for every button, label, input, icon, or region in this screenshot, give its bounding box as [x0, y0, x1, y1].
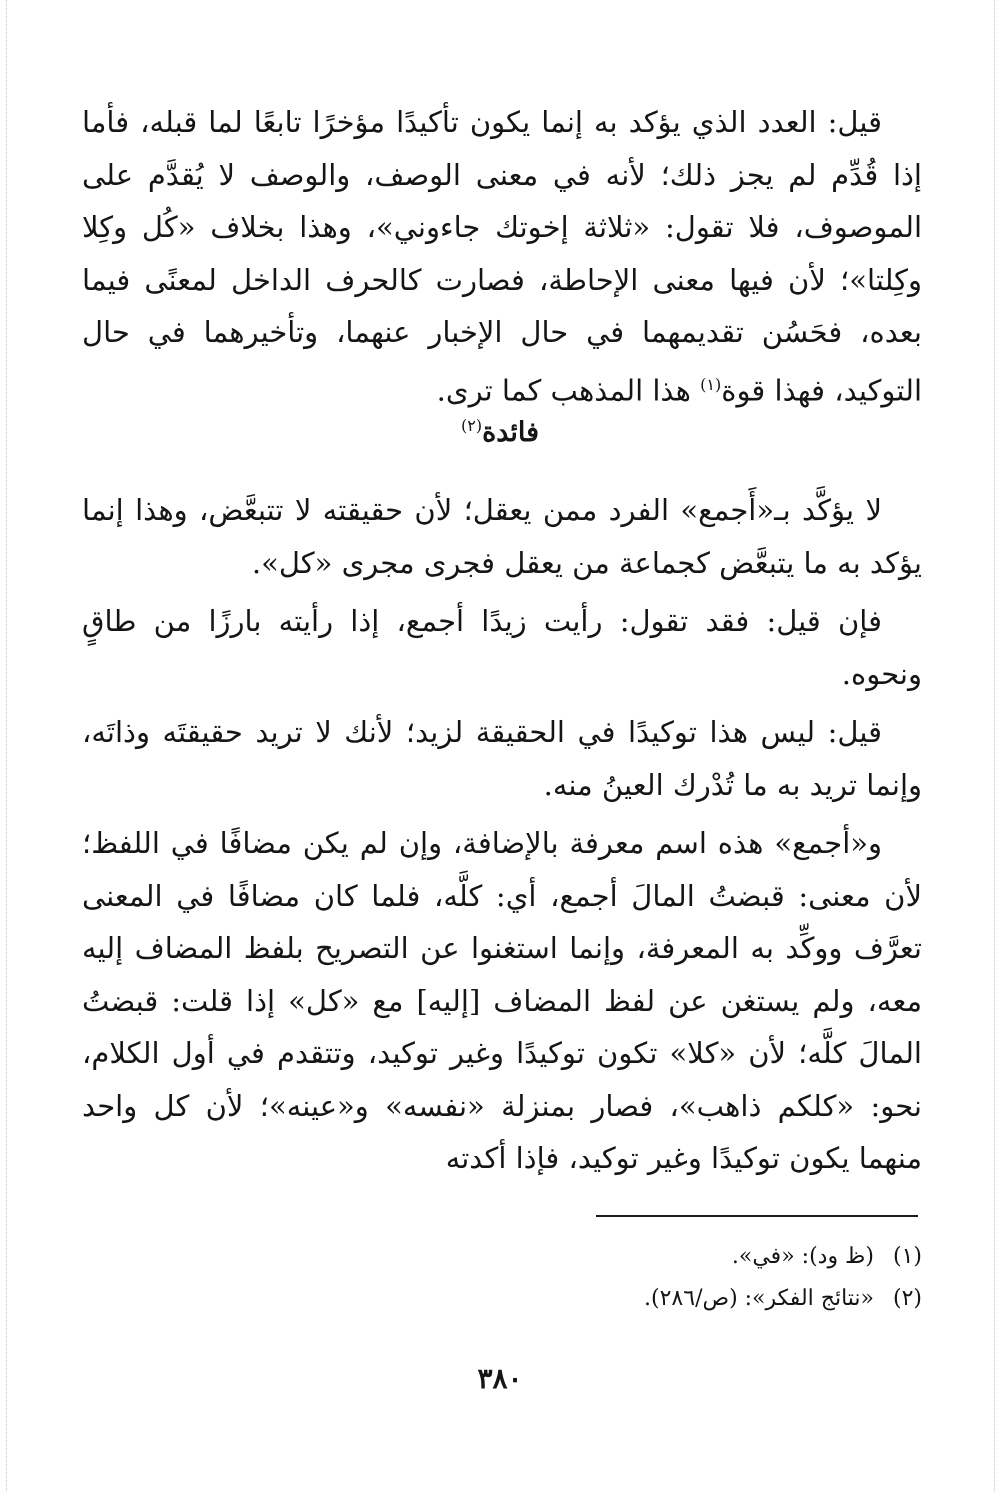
footnote-1-number: (١): [892, 1244, 922, 1269]
footnote-1: [82, 1236, 922, 1278]
footnotes: [82, 1236, 922, 1320]
paragraph-2: لا يؤكَّد بـ«أَجمع» الفرد ممن يعقل؛ لأن حقيقته لا تتبعَّض، وهذا إنما يؤكد به ما يتبعَّض كجماعة من يعقل فجرى مجرى «كل».: [82, 493, 922, 580]
paragraph-3: فإن قيل: فقد تقول: رأيت زيدًا أجمع، إذا رأيته بارزًا من طاقٍ ونحوه.: [82, 604, 922, 691]
scan-edge-right: [994, 0, 995, 1491]
section-heading: [0, 416, 1000, 448]
footnote-2: [82, 1278, 922, 1320]
body-block-top: [82, 96, 922, 417]
page-number: ٣٨٠: [477, 1362, 523, 1395]
heading-text: فائدة: [482, 417, 540, 448]
footnote-ref-2: (٢): [460, 416, 483, 435]
paragraph-1: [82, 96, 922, 417]
paragraph-1-text: قيل: العدد الذي يؤكد به إنما يكون تأكيدًا مؤخرًا تابعًا لما قبله، فأما إذا قُدِّم لم يجز ذلك؛ لأنه في معنى الوصف، والوصف لا يُقدَّم على الموصوف، فلا تقول: «ثلاثة إخوتك جاءوني»، وهذا بخلاف «كُل وكِلا وكِلتا»؛ لأن فيها معنى الإحاطة، فصارت كالحرف الداخل لمعنًى فيما بعده، فحَسُن تقديمهما في حال الإخبار عنهما، وتأخيرهما في حال التوكيد، فهذا قوة: [82, 105, 922, 408]
footnote-separator: [596, 1215, 918, 1217]
scan-edge-left: [6, 0, 7, 1491]
paragraph-1-tail: هذا المذهب كما ترى.: [436, 373, 701, 408]
footnote-2-number: (٢): [892, 1286, 922, 1311]
footnote-ref-1: (١): [700, 374, 722, 394]
paragraph-4: قيل: ليس هذا توكيدًا في الحقيقة لزيد؛ لأنك لا تريد حقيقتَه وذاتَه، وإنما تريد به ما تُدْرك العينُ منه.: [82, 715, 922, 802]
paragraph-5: و«أجمع» هذه اسم معرفة بالإضافة، وإن لم يكن مضافًا في اللفظ؛ لأن معنى: قبضتُ المالَ أجمع، أي: كلَّه، فلما كان مضافًا في المعنى تعرَّف ووكِّد به المعرفة، وإنما استغنوا عن التصريح بلفظ المضاف إليه معه، ولم يستغن عن لفظ المضاف [إليه] مع «كل» إذا قلت: قبضتُ المالَ كلَّه؛ لأن «كلا» تكون توكيدًا وغير توكيد، وتتقدم في أول الكلام، نحو: «كلكم ذاهب»، فصار بمنزلة «نفسه» و«عينه»؛ لأن كل واحد منهما يكون توكيدًا وغير توكيد، فإذا أكدته: [82, 826, 922, 1175]
footnote-1-text: (ظ ود): «في».: [731, 1244, 874, 1269]
body-block-main: [82, 484, 922, 1185]
footnote-2-text: «نتائج الفكر»: (ص/٢٨٦).: [644, 1286, 874, 1311]
